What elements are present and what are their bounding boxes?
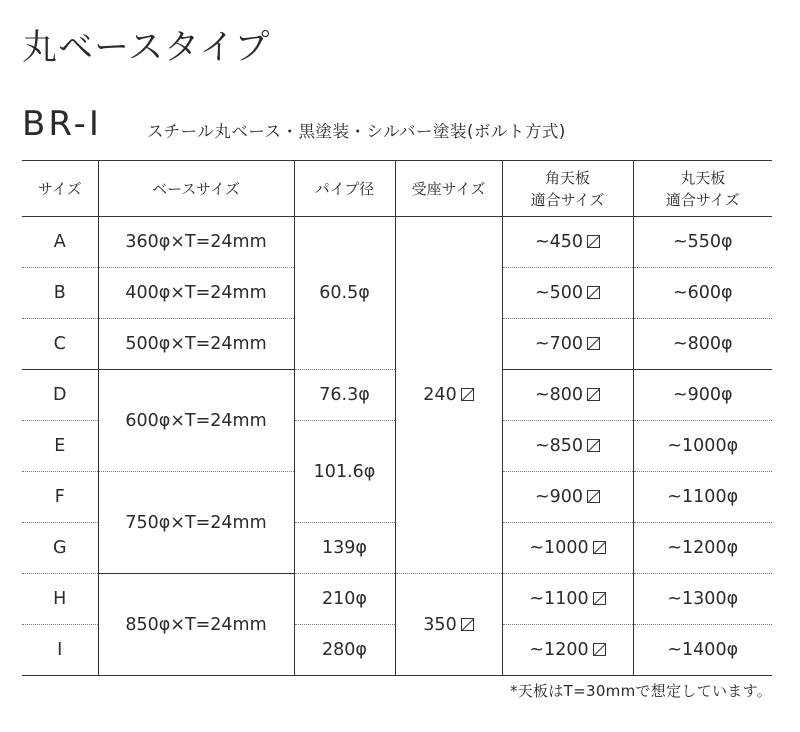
header-round-top-line1: 丸天板 bbox=[680, 168, 726, 187]
base-size-cell: 850φ×T=24mm bbox=[98, 574, 294, 676]
size-cell: A bbox=[22, 217, 98, 268]
base-size-cell: 400φ×T=24mm bbox=[98, 268, 294, 319]
pipe-cell: 210φ bbox=[294, 574, 395, 625]
square-top-cell bbox=[502, 370, 633, 421]
size-cell: D bbox=[22, 370, 98, 421]
seat-cell bbox=[395, 574, 502, 676]
seat-cell bbox=[395, 217, 502, 574]
square-top-cell bbox=[502, 319, 633, 370]
square-top-value: ~1200 bbox=[529, 640, 589, 660]
round-top-cell: ~600φ bbox=[633, 268, 772, 319]
round-top-cell: ~1400φ bbox=[633, 625, 772, 676]
square-top-cell bbox=[502, 421, 633, 472]
square-top-cell bbox=[502, 472, 633, 523]
pipe-cell: 280φ bbox=[294, 625, 395, 676]
model-name: BR-I bbox=[22, 104, 102, 144]
base-size-cell: 600φ×T=24mm bbox=[98, 370, 294, 472]
header-seat-size: 受座サイズ bbox=[395, 161, 502, 217]
header-round-top-line2: 適合サイズ bbox=[665, 190, 740, 209]
spec-table bbox=[22, 160, 772, 676]
square-top-cell bbox=[502, 523, 633, 574]
square-top-value: ~800 bbox=[534, 385, 584, 405]
pipe-cell: 60.5φ bbox=[294, 217, 395, 370]
square-symbol-icon bbox=[593, 541, 606, 554]
round-top-cell: ~550φ bbox=[633, 217, 772, 268]
table-row bbox=[22, 574, 772, 625]
size-cell: F bbox=[22, 472, 98, 523]
seat-value: 350 bbox=[423, 614, 457, 635]
header-square-top-line2: 適合サイズ bbox=[530, 190, 605, 209]
table-header-row bbox=[22, 161, 772, 217]
header-base-size: ベースサイズ bbox=[98, 161, 294, 217]
square-symbol-icon bbox=[587, 337, 600, 350]
round-top-cell: ~1000φ bbox=[633, 421, 772, 472]
size-cell: E bbox=[22, 421, 98, 472]
square-top-value: ~450 bbox=[534, 232, 584, 252]
round-top-cell: ~1100φ bbox=[633, 472, 772, 523]
square-top-value: ~1100 bbox=[529, 589, 589, 609]
footnote: *天板はT=30mmで想定しています。 bbox=[509, 682, 772, 700]
header-round-top bbox=[633, 161, 772, 217]
round-top-cell: ~1200φ bbox=[633, 523, 772, 574]
round-top-cell: ~900φ bbox=[633, 370, 772, 421]
base-size-cell: 500φ×T=24mm bbox=[98, 319, 294, 370]
square-symbol-icon bbox=[461, 618, 474, 631]
square-symbol-icon bbox=[593, 643, 606, 656]
header-square-top-line1: 角天板 bbox=[544, 168, 590, 187]
header-pipe-diameter: パイプ径 bbox=[294, 161, 395, 217]
table-row bbox=[22, 217, 772, 268]
page-title: 丸ベースタイプ bbox=[22, 28, 271, 68]
square-top-cell bbox=[502, 574, 633, 625]
pipe-cell: 139φ bbox=[294, 523, 395, 574]
square-top-cell bbox=[502, 625, 633, 676]
pipe-cell: 101.6φ bbox=[294, 421, 395, 523]
square-symbol-icon bbox=[593, 592, 606, 605]
square-top-value: ~850 bbox=[534, 436, 584, 456]
size-cell: C bbox=[22, 319, 98, 370]
square-top-value: ~900 bbox=[534, 487, 584, 507]
size-cell: H bbox=[22, 574, 98, 625]
square-symbol-icon bbox=[587, 388, 600, 401]
base-size-cell: 360φ×T=24mm bbox=[98, 217, 294, 268]
pipe-cell: 76.3φ bbox=[294, 370, 395, 421]
square-symbol-icon bbox=[587, 286, 600, 299]
square-symbol-icon bbox=[461, 388, 474, 401]
square-top-value: ~500 bbox=[534, 283, 584, 303]
header-size: サイズ bbox=[22, 161, 98, 217]
model-description: スチール丸ベース・黒塗装・シルバー塗装(ボルト方式) bbox=[147, 122, 566, 141]
square-symbol-icon bbox=[587, 235, 600, 248]
seat-value: 240 bbox=[423, 385, 457, 405]
round-top-cell: ~1300φ bbox=[633, 574, 772, 625]
square-top-value: ~1000 bbox=[529, 538, 589, 558]
square-symbol-icon bbox=[587, 490, 600, 503]
square-top-cell bbox=[502, 217, 633, 268]
size-cell: I bbox=[57, 640, 63, 660]
size-cell: B bbox=[22, 268, 98, 319]
square-symbol-icon bbox=[587, 439, 600, 452]
base-size-cell: 750φ×T=24mm bbox=[98, 472, 294, 574]
size-cell: G bbox=[22, 523, 98, 574]
square-top-cell bbox=[502, 268, 633, 319]
round-top-cell: ~800φ bbox=[633, 319, 772, 370]
header-square-top bbox=[502, 161, 633, 217]
square-top-value: ~700 bbox=[534, 334, 584, 354]
